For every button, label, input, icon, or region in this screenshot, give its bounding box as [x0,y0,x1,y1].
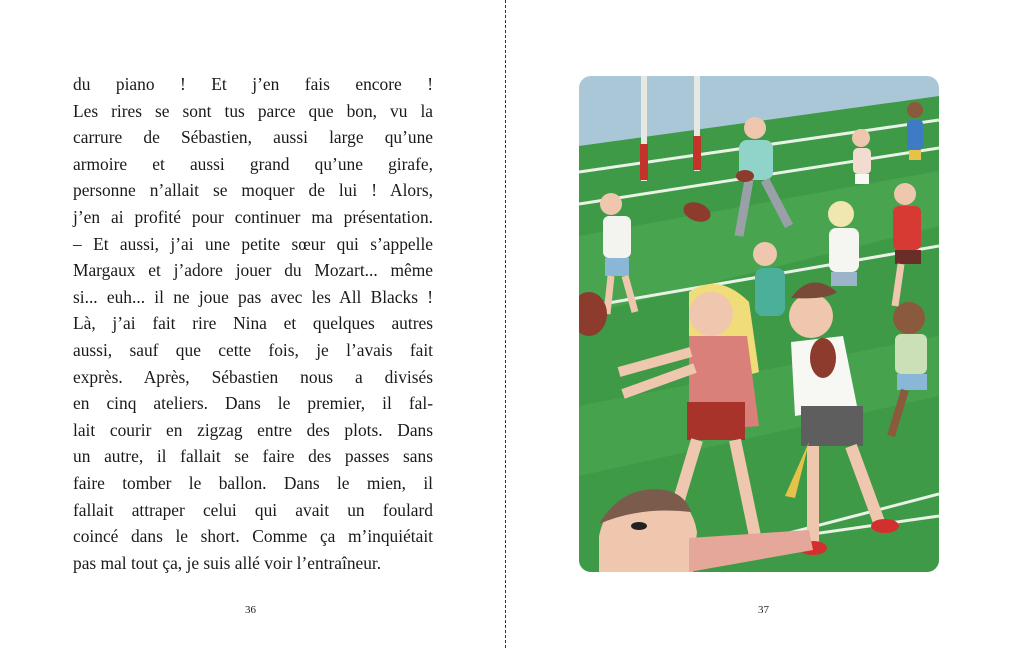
page-number-left: 36 [245,604,256,616]
right-page [507,0,1011,648]
text-line: lait courir en zigzag entre des plots. Dans [73,419,433,440]
story-text [73,71,433,576]
text-line: aussi, sauf que cette fois, je l’avais fait [73,339,433,360]
text-line: faire tomber le ballon. Dans le mien, il [73,472,433,493]
text-line: Margaux et j’adore jouer du Mozart... même [73,260,433,281]
text-line: pas mal tout ça, je suis allé voir l’entraîneur. [73,552,382,573]
rugby-practice-illustration [579,76,939,572]
text-line: personne n’allait se moquer de lui ! Alors, [73,180,433,201]
text-line: – Et aussi, j’ai une petite sœur qui s’appelle [73,233,433,254]
text-line: exprès. Après, Sébastien nous a divisés [73,366,433,387]
text-line: en cinq ateliers. Dans le premier, il fal- [73,393,433,414]
text-line: un autre, il fallait se faire des passes sans [73,446,433,467]
text-line: Les rires se sont tus parce que bon, vu la [73,100,433,121]
page-fold-divider [505,0,506,648]
player-blue-far [907,102,923,160]
text-line: Là, j’ai fait rire Nina et quelques autres [73,313,433,334]
text-line: fallait attraper celui qui avait un foulard [73,499,433,520]
text-line: du piano ! Et j’en fais encore ! [73,74,433,94]
text-line: j’en ai profité pour continuer ma présentation. [73,206,433,227]
text-line: si... euh... il ne joue pas avec les All Blacks ! [73,286,433,307]
text-line: armoire et aussi grand qu’une girafe, [73,153,433,174]
page-number-right: 37 [758,604,769,616]
text-line: carrure de Sébastien, aussi large qu’une [73,127,433,148]
text-line: coincé dans le short. Comme ça m’inquiétait [73,526,433,547]
